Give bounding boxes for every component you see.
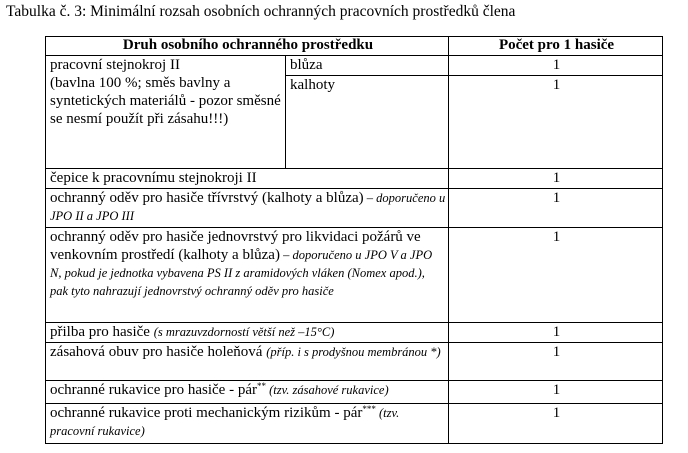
table-row bbox=[46, 343, 663, 381]
item-text: přilba pro hasiče bbox=[50, 324, 154, 340]
item-cell bbox=[46, 323, 449, 343]
item-text: ochranný oděv pro hasiče jednovrstvý pro likvidaci požárů ve venkovním prostředí (kalhoty a blůza) bbox=[50, 229, 421, 263]
count-cell: 1 bbox=[449, 169, 663, 189]
item-note: – doporučeno u JPO V a JPO N, pokud je jednotka vybavena PS II z aramidových vláken (Nomex apod.), pak tyto nahrazují jednovrstvý ochranný oděv pro hasiče bbox=[50, 248, 433, 298]
count-cell: 1 bbox=[449, 323, 663, 343]
item-cell bbox=[46, 228, 449, 323]
header-count: Počet pro 1 hasiče bbox=[449, 37, 663, 56]
table-caption: Tabulka č. 3: Minimální rozsah osobních ochranných pracovních prostředků člena bbox=[6, 3, 516, 20]
item-note: – doporučeno u JPO II a JPO III bbox=[50, 191, 446, 223]
uniform-part-label: blůza bbox=[286, 56, 449, 76]
item-cell bbox=[46, 404, 449, 444]
table-row bbox=[46, 189, 663, 228]
uniform-note: (bavlna 100 %; směs bavlny a syntetických materiálů - pozor směsné se nesmí použít při zásahu!!!) bbox=[50, 75, 281, 127]
table-row bbox=[46, 169, 663, 189]
uniform-name: pracovní stejnokroj II bbox=[50, 57, 180, 73]
item-note: (tzv. pracovní rukavice) bbox=[50, 406, 400, 438]
item-text: ochranné rukavice proti mechanickým rizikům - pár bbox=[50, 405, 363, 421]
header-item: Druh osobního ochranného prostředku bbox=[46, 37, 449, 56]
item-note: (s mrazuvzdorností větší než –15°C) bbox=[153, 325, 335, 339]
item-text: zásahová obuv pro hasiče holeňová bbox=[50, 344, 267, 360]
table-row bbox=[46, 381, 663, 404]
uniform-part-count: 1 bbox=[449, 56, 663, 76]
count-cell: 1 bbox=[449, 189, 663, 228]
item-cell bbox=[46, 343, 449, 381]
item-text: ochranné rukavice pro hasiče - pár bbox=[50, 382, 257, 398]
count-cell: 1 bbox=[449, 404, 663, 444]
uniform-part-count: 1 bbox=[449, 76, 663, 169]
item-text: čepice k pracovnímu stejnokroji II bbox=[50, 170, 257, 186]
table-row bbox=[46, 404, 663, 444]
footnote-mark: ** bbox=[256, 381, 266, 391]
item-text: ochranný oděv pro hasiče třívrstvý (kalhoty a blůza) bbox=[50, 190, 364, 206]
table-row bbox=[46, 323, 663, 343]
table-row bbox=[46, 228, 663, 323]
table-row bbox=[46, 56, 663, 76]
item-cell bbox=[46, 189, 449, 228]
ppe-table bbox=[45, 36, 663, 444]
count-cell: 1 bbox=[449, 228, 663, 323]
item-note: (příp. i s prodyšnou membránou *) bbox=[266, 345, 441, 359]
table-header-row bbox=[46, 37, 663, 56]
uniform-part-label: kalhoty bbox=[286, 76, 449, 169]
item-cell bbox=[46, 169, 449, 189]
count-cell: 1 bbox=[449, 343, 663, 381]
footnote-mark: *** bbox=[362, 404, 376, 414]
item-cell bbox=[46, 381, 449, 404]
uniform-cell bbox=[46, 56, 286, 169]
count-cell: 1 bbox=[449, 381, 663, 404]
item-note: (tzv. zásahové rukavice) bbox=[265, 383, 389, 397]
